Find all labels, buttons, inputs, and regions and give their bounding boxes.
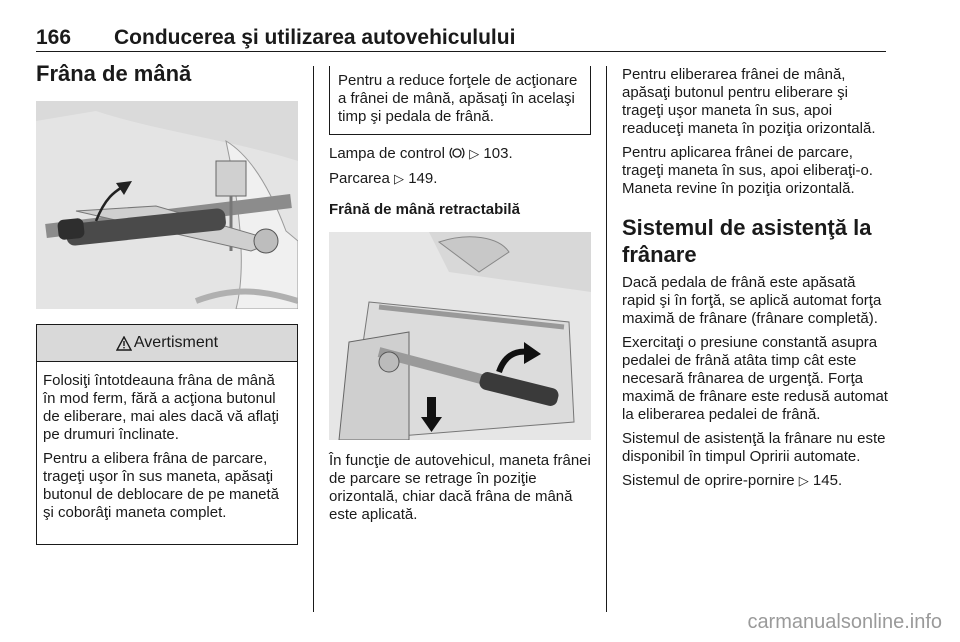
page-header — [36, 26, 886, 52]
warning-header — [37, 324, 297, 362]
apply-instructions: Pentru aplicarea frânei de parcare, trageţi maneta în sus, apoi eliberaţi-o. Maneta revine în poziţia orizontală. — [622, 144, 873, 197]
column-3 — [622, 66, 890, 490]
page-reference-arrow-icon: ▷ — [798, 473, 809, 488]
header-rule — [36, 51, 886, 52]
control-lamp-page-link[interactable]: 103. — [483, 145, 513, 162]
stop-start-reference: Sistemul de oprire-pornire ▷ 145. — [622, 472, 843, 489]
parking-page-link[interactable]: 149. — [408, 170, 438, 187]
section-title-brake-assist: Sistemul de asistenţă la frânare — [622, 215, 872, 267]
stop-start-page-link[interactable]: 145. — [812, 472, 843, 489]
warning-triangle-icon — [116, 336, 132, 351]
subsection-title-retractable: Frână de mână retractabilă — [329, 201, 520, 218]
note-box — [329, 66, 591, 135]
column-1 — [36, 60, 298, 545]
control-lamp-reference: Lampa de control ▷ 103. — [329, 145, 513, 162]
column-2 — [329, 66, 591, 524]
warning-paragraph-1: Folosiţi întotdeauna frâna de mână în mod ferm, fără a acţiona butonul de eliberare, mai ales dacă vă aflaţi pe drumuri înclinate. — [43, 372, 279, 443]
page-reference-arrow-icon: ▷ — [394, 171, 405, 186]
parking-reference: Parcarea ▷ 149. — [329, 170, 438, 187]
retractable-lever-image — [329, 232, 591, 440]
watermark: carmanualsonline.info — [747, 611, 942, 633]
release-instructions: Pentru eliberarea frânei de mână, apăsaţi butonul pentru eliberare şi trageţi uşor maneta în sus, apoi readuceţi maneta în poziţia orizontală. — [622, 66, 876, 137]
brake-warning-lamp-icon — [449, 146, 465, 160]
parking-brake-illustration — [36, 101, 298, 309]
warning-body — [37, 362, 297, 522]
column-divider-2 — [606, 66, 607, 612]
retractable-brake-illustration — [329, 232, 591, 440]
note-text: Pentru a reduce forţele de acţionare a frânei de mână, apăsaţi în acelaşi timp şi pedala de frână. — [338, 72, 578, 125]
warning-title: Avertisment — [133, 334, 219, 351]
chapter-title: Conducerea şi utilizarea autovehiculului — [114, 26, 516, 49]
page-reference-arrow-icon: ▷ — [469, 146, 480, 161]
brake-assist-paragraph-2: Exercitaţi o presiune constantă asupra pedalei de frână atâta timp cât este necesară frânarea de urgenţă. Forţa maximă de frânare este redusă automat la eliberarea pedalei de frână. — [622, 334, 888, 423]
retract-description: În funcţie de autovehicul, maneta frânei de parcare se retrage în poziţie orizontală, chiar dacă frâna de mână este aplicată. — [329, 452, 591, 523]
column-divider-1 — [313, 66, 314, 612]
page-number: 166 — [36, 26, 72, 49]
warning-paragraph-2: Pentru a elibera frâna de parcare, trageţi uşor în sus maneta, apăsaţi butonul de deblocare de pe manetă şi coborâţi maneta complet. — [43, 450, 280, 521]
warning-box — [36, 324, 298, 545]
hand-brake-lever-image — [36, 101, 298, 309]
brake-assist-paragraph-1: Dacă pedala de frână este apăsată rapid şi în forţă, se aplică automat forţa maximă de frânare (frânare completă). — [622, 274, 882, 327]
section-title-parking-brake: Frâna de mână — [36, 61, 192, 86]
brake-assist-paragraph-3: Sistemul de asistenţă la frânare nu este disponibil în timpul Opririi automate. — [622, 430, 886, 465]
